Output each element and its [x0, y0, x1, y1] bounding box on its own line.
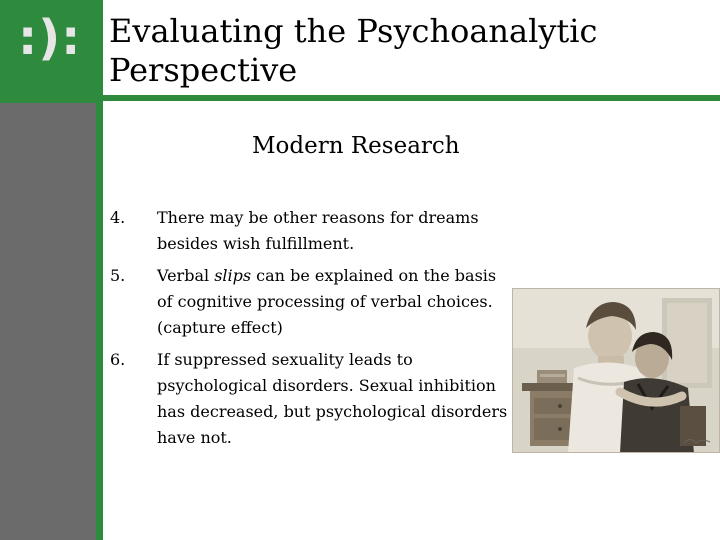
list-item-text: If suppressed sexuality leads to psychological disorders. Sexual inhibition has decreased, but psychological disorders have not.	[157, 350, 508, 447]
header-divider	[103, 95, 720, 101]
list-item-number: 5.	[110, 266, 126, 285]
list-item-number: 4.	[110, 208, 126, 227]
smiley-logo: :):	[18, 10, 82, 66]
list-item	[110, 347, 510, 451]
list-item-text: Verbal slips can be explained on the basis of cognitive processing of verbal choices. (capture effect)	[157, 266, 497, 337]
research-points-list	[110, 205, 510, 457]
sidebar	[0, 0, 103, 540]
list-item-number: 6.	[110, 350, 126, 369]
list-item-text: There may be other reasons for dreams besides wish fulfillment.	[157, 208, 479, 253]
slide-title: Evaluating the Psychoanalytic Perspective	[109, 12, 598, 89]
list-item	[110, 263, 510, 341]
list-item	[110, 205, 510, 257]
vintage-photo	[512, 288, 720, 453]
sidebar-stripe	[96, 0, 103, 540]
sidebar-logo-block	[0, 0, 96, 103]
slide-subtitle: Modern Research	[252, 133, 460, 159]
